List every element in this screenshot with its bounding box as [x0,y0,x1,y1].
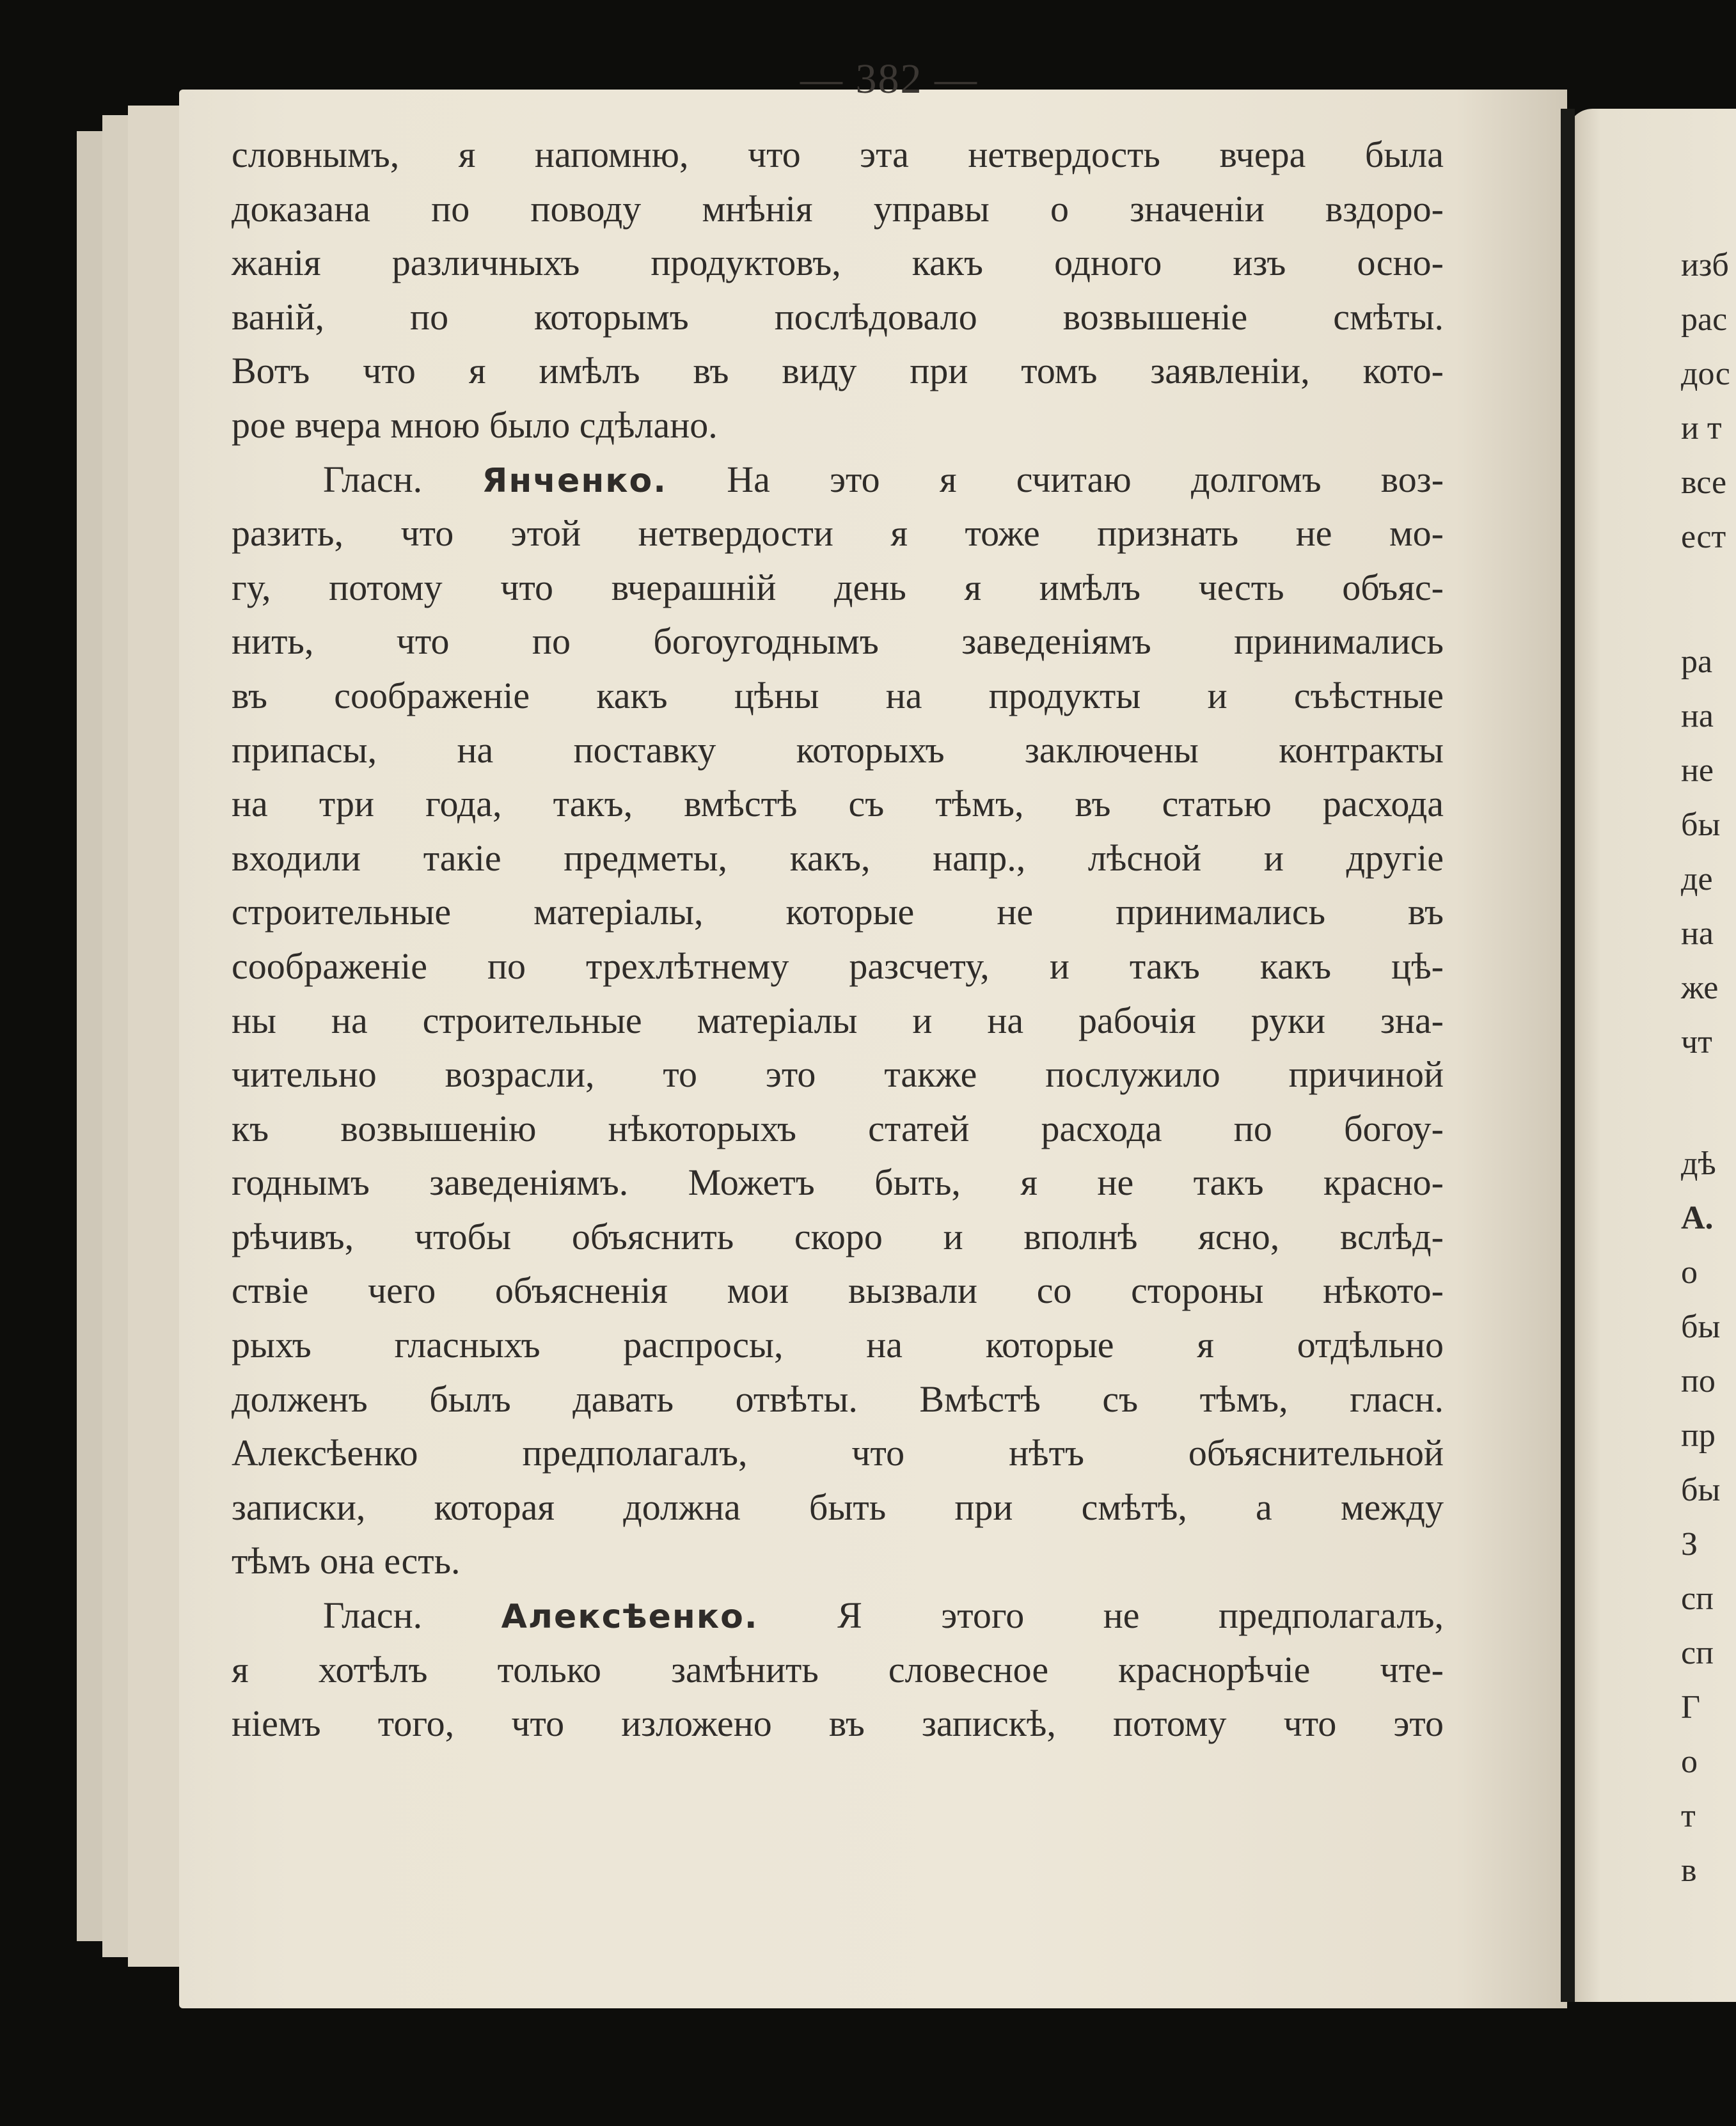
right-page-fragment: ест [1681,519,1726,555]
text-line: годнымъ заведеніямъ. Можетъ быть, я не такъ красно- [232,1161,1444,1204]
right-page-fragment: бы [1681,1309,1721,1345]
text-line: въ соображеніе какъ цѣны на продукты и съѣстные [232,674,1444,716]
right-page-fragment: бы [1681,1472,1721,1508]
text-line: припасы, на поставку которыхъ заключены контракты [232,728,1444,771]
text-line: ствіе чего объясненія мои вызвали со стороны нѣкото- [232,1270,1444,1312]
speech-first-line [232,1589,1444,1643]
book-gutter [1561,109,1575,2002]
text-line: рыхъ гласныхъ распросы, на которые я отдѣльно [232,1324,1444,1366]
right-page-fragment: чт [1681,1024,1712,1060]
text-line: рѣчивъ, чтобы объяснить скоро и вполнѣ ясно, вслѣд- [232,1215,1444,1257]
speech-label: Гласн. [323,458,423,500]
text-line: входили такіе предметы, какъ, напр., лѣсной и другіе [232,837,1444,879]
right-page-fragment: бы [1681,807,1721,843]
speech-first-line [232,453,1444,507]
right-page-fragment: сп [1681,1580,1714,1617]
text-line: ваній, по которымъ послѣдовало возвышеніе смѣты. [232,295,1444,338]
right-page-fragment: дос [1681,356,1730,392]
text-line: разить, что этой нетвердости я тоже признать не мо- [232,512,1444,555]
text-line: ніемъ того, что изложено въ запискѣ, потому что это [232,1703,1444,1745]
speaker-name: Янченко. [482,461,668,500]
right-page-fragment: ра [1681,643,1713,680]
text-line: я хотѣлъ только замѣнить словесное краснорѣчіе чте- [232,1648,1444,1690]
right-page-fragment: о [1681,1744,1698,1780]
text-line: долженъ былъ давать отвѣты. Вмѣстѣ съ тѣмъ, гласн. [232,1378,1444,1420]
page-text [232,128,1444,1751]
right-page-fragment: не [1681,752,1714,789]
right-page-fragment: же [1681,970,1719,1006]
page-edge [128,106,180,1967]
text-line: чительно возрасли, то это также послужило причиной [232,1053,1444,1096]
right-page-fragment: де [1681,861,1713,897]
text-line: соображеніе по трехлѣтнему разсчету, и такъ какъ цѣ- [232,945,1444,987]
right-page-fragment: З [1681,1526,1698,1563]
speech-text: Я этого не предполагалъ, [837,1594,1444,1637]
text-line: словнымъ, я напомню, что эта нетвердость вчера была [232,134,1444,175]
text-line: къ возвышенію нѣкоторыхъ статей расхода по богоу- [232,1107,1444,1149]
right-page-fragment: рас [1681,301,1728,338]
text-line: доказана по поводу мнѣнія управы о значеніи вздоро- [232,187,1444,230]
right-page-fragment: и т [1681,410,1722,446]
speaker-name: Алексѣенко. [501,1598,759,1637]
speech-label: Гласн. [323,1594,423,1637]
text-line: Вотъ что я имѣлъ въ виду при томъ заявленіи, кото- [232,350,1444,392]
right-page-fragment: изб [1681,247,1729,283]
right-page-fragment: пр [1681,1417,1716,1454]
right-page-fragment: т [1681,1798,1696,1834]
right-page-fragment: сп [1681,1635,1714,1671]
right-page-fragment: все [1681,464,1727,501]
right-page-fragment: Г [1681,1689,1701,1726]
right-page [1567,109,1736,2002]
right-page-fragment: А. [1681,1200,1714,1236]
right-page-fragment: на [1681,915,1714,952]
text-line: строительные матеріалы, которые не принимались въ [232,891,1444,933]
text-line: нить, что по богоугоднымъ заведеніямъ принимались [232,620,1444,663]
right-page-fragment: о [1681,1254,1698,1291]
right-page-fragment: в [1681,1852,1697,1889]
text-line: на три года, такъ, вмѣстѣ съ тѣмъ, въ статью расхода [232,783,1444,825]
text-line: записки, которая должна быть при смѣтѣ, а между [232,1486,1444,1528]
text-line: тѣмъ она есть. [232,1540,461,1582]
right-page-fragment: дѣ [1681,1146,1716,1182]
text-line: ны на строительные матеріалы и на рабочія руки зна- [232,999,1444,1041]
text-line: жанія различныхъ продуктовъ, какъ одного изъ осно- [232,242,1444,284]
page-number: — 382 — [800,56,978,102]
text-line: Алексѣенко предполагалъ, что нѣтъ объяснительной [232,1432,1444,1474]
text-line: рое вчера мною было сдѣлано. [232,404,718,446]
right-page-fragment: на [1681,698,1714,734]
text-line: гу, потому что вчерашній день я имѣлъ честь объяс- [232,566,1444,608]
speech-text: На это я считаю долгомъ воз- [727,458,1444,500]
right-page-fragment: по [1681,1363,1716,1399]
